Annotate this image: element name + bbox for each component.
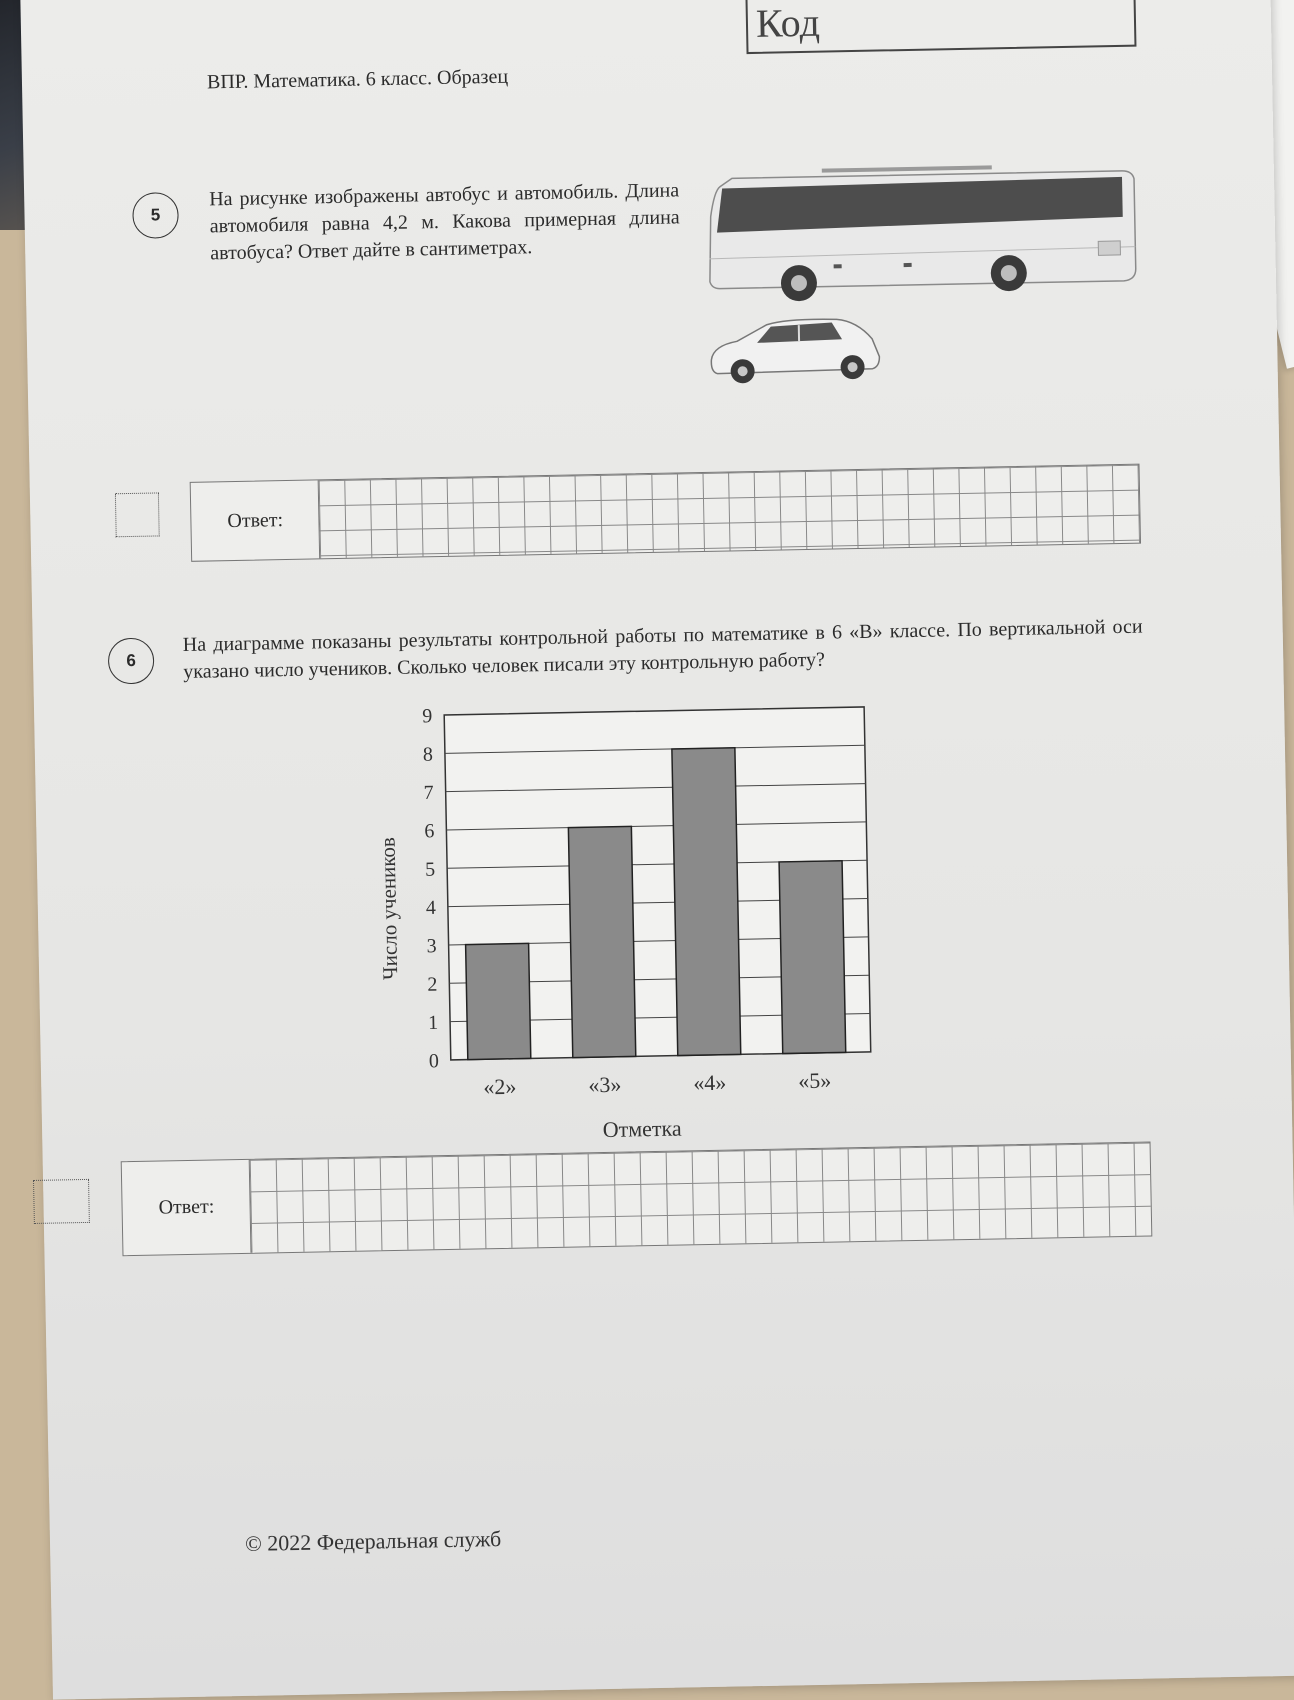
y-axis-label: Число учеников	[376, 837, 403, 980]
worksheet-page	[20, 0, 1294, 1700]
code-label: Код	[756, 0, 821, 47]
y-tick-label: 1	[428, 1012, 438, 1034]
y-tick-label: 7	[423, 782, 433, 804]
code-box	[745, 0, 1136, 54]
y-tick-label: 6	[424, 820, 434, 842]
y-tick-label: 0	[429, 1050, 439, 1072]
answer-grid-5[interactable]	[319, 465, 1140, 559]
question-number-6: 6	[108, 638, 155, 685]
bar	[568, 826, 635, 1057]
bus-image	[702, 159, 1145, 307]
bar	[466, 943, 531, 1059]
x-tick-label: «3»	[588, 1072, 621, 1098]
x-axis-label: Отметка	[602, 1116, 682, 1143]
bar-chart	[364, 688, 933, 1169]
score-box-5	[115, 492, 160, 537]
answer-row-6	[121, 1142, 1153, 1257]
x-tick-label: «4»	[693, 1070, 726, 1096]
bar	[672, 748, 741, 1056]
answer-grid-6[interactable]	[250, 1143, 1152, 1253]
score-box-6	[33, 1179, 90, 1224]
answer-row-5	[190, 464, 1141, 562]
copyright-footer: © 2022 Федеральная служб	[245, 1526, 502, 1557]
x-tick-label: «2»	[483, 1074, 516, 1100]
question-5-text: На рисунке изображены автобус и автомобиль. Длина автомобиля равна 4,2 м. Какова примерная длина автобуса? Ответ дайте в сантиметрах.	[209, 177, 680, 267]
answer-label-5: Ответ:	[191, 480, 320, 560]
page-header: ВПР. Математика. 6 класс. Образец	[207, 66, 508, 95]
x-tick-label: «5»	[798, 1068, 831, 1094]
y-tick-label: 4	[426, 897, 436, 919]
y-tick-label: 5	[425, 859, 435, 881]
y-tick-label: 2	[427, 974, 437, 996]
question-number-5: 5	[132, 192, 179, 239]
question-6-text: На диаграмме показаны результаты контрольной работы по математике в 6 «В» классе. По вертикальной оси указано число учеников. Сколько человек писали эту контрольную работу?	[183, 614, 1144, 686]
car-image	[706, 308, 887, 386]
y-tick-label: 9	[422, 705, 432, 727]
bar	[779, 861, 846, 1054]
y-tick-label: 8	[423, 744, 433, 766]
answer-label-6: Ответ:	[122, 1160, 252, 1255]
y-tick-label: 3	[426, 935, 436, 957]
